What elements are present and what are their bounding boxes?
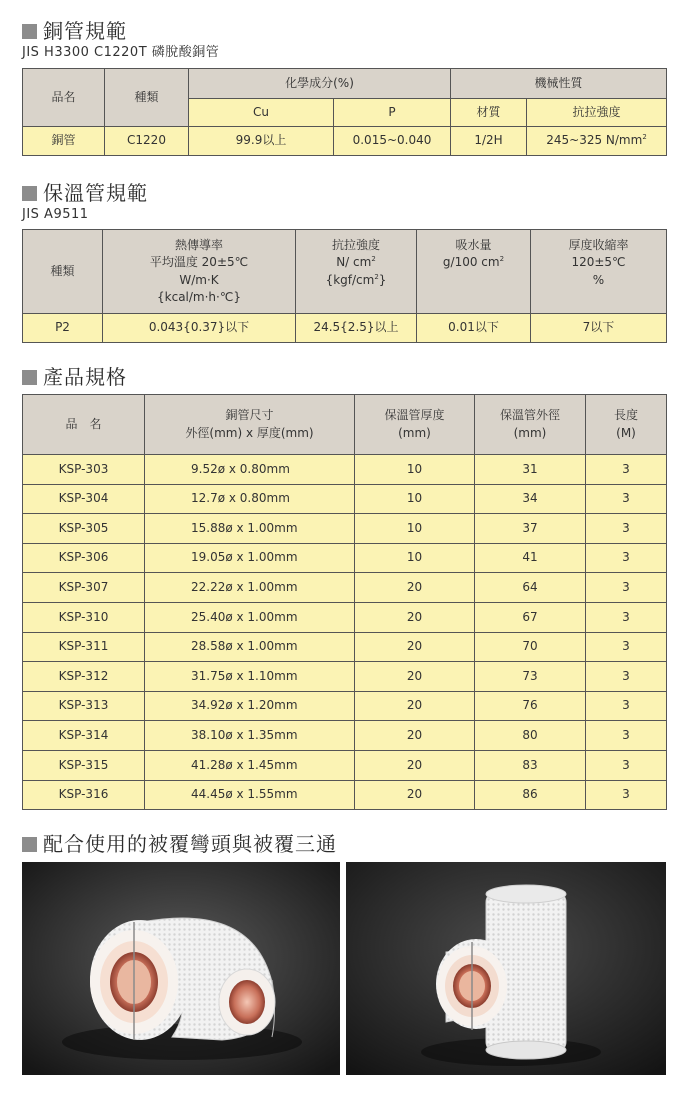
cell-length: 3 (586, 632, 667, 662)
cell-outer-diameter: 34 (475, 484, 586, 514)
cell-outer-diameter: 73 (475, 662, 586, 692)
thermal-line-2: 平均溫度 20±5℃ (149, 255, 249, 270)
cell-length: 3 (586, 543, 667, 573)
cell-model: KSP-306 (23, 543, 145, 573)
col-header-name: 品 名 (23, 395, 145, 455)
shrink-line-3: % (592, 272, 605, 287)
table-row (23, 780, 667, 810)
cell-outer-diameter: 37 (475, 514, 586, 544)
fittings-title-text: 配合使用的被覆彎頭與被覆三通 (43, 832, 337, 856)
insulation-spec-title (22, 183, 148, 203)
thickness-line-1: 保溫管厚度 (384, 408, 445, 423)
col-header-water (417, 230, 531, 314)
cell-pipe-size: 15.88ø x 1.00mm (145, 514, 355, 544)
table-row (23, 691, 667, 721)
cell-length: 3 (586, 573, 667, 603)
cell-length: 3 (586, 455, 667, 485)
cell-outer-diameter: 64 (475, 573, 586, 603)
col-header-length (586, 395, 667, 455)
cell-model: KSP-313 (23, 691, 145, 721)
insulation-spec-subtitle: JIS A9511 (22, 207, 89, 222)
cell-pipe-size: 19.05ø x 1.00mm (145, 543, 355, 573)
col-header-shrinkage (531, 230, 667, 314)
cell-outer-diameter: 70 (475, 632, 586, 662)
cell-thickness: 20 (355, 691, 475, 721)
cell-outer-diameter: 86 (475, 780, 586, 810)
copper-spec-table (22, 68, 667, 156)
cell-thickness: 10 (355, 514, 475, 544)
tensile-line-2-text: N/ cm (336, 255, 372, 270)
col-header-pipe-size (145, 395, 355, 455)
cell-pipe-size: 38.10ø x 1.35mm (145, 721, 355, 751)
table-row (23, 314, 667, 343)
cell-thickness: 20 (355, 780, 475, 810)
table-row (23, 455, 667, 485)
tensile-line-1: 抗拉強度 (331, 237, 380, 252)
copper-spec-title-text: 銅管規範 (43, 19, 127, 43)
cell-shrinkage: 7以下 (531, 314, 667, 343)
cell-tensile (527, 127, 667, 156)
col-header-p: P (334, 99, 451, 127)
length-line-2: (M) (616, 425, 636, 440)
tensile-line-3-text: {kgf/cm (325, 272, 375, 287)
cell-model: KSP-316 (23, 780, 145, 810)
cell-outer-diameter: 67 (475, 602, 586, 632)
tensile-line-3 (296, 272, 416, 289)
cell-length: 3 (586, 602, 667, 632)
insulation-spec-table (22, 229, 667, 343)
section-square-icon (22, 370, 37, 385)
col-header-type: 種類 (23, 230, 103, 314)
col-header-tensile (296, 230, 417, 314)
copper-spec-subtitle: JIS H3300 C1220T 磷脫酸銅管 (22, 45, 220, 60)
cell-thermal: 0.043{0.37}以下 (103, 314, 296, 343)
cell-type: C1220 (105, 127, 189, 156)
cell-model: KSP-305 (23, 514, 145, 544)
cell-cu: 99.9以上 (189, 127, 334, 156)
table-row (23, 514, 667, 544)
pipe-size-line-2: 外徑(mm) x 厚度(mm) (185, 425, 314, 440)
cell-thickness: 10 (355, 484, 475, 514)
table-row (23, 750, 667, 780)
cell-length: 3 (586, 662, 667, 692)
cell-thickness: 20 (355, 602, 475, 632)
col-header-outer-diameter (475, 395, 586, 455)
col-header-chemical: 化學成分(%) (189, 69, 451, 99)
cell-pipe-size: 12.7ø x 0.80mm (145, 484, 355, 514)
table-row (23, 662, 667, 692)
cell-water: 0.01以下 (417, 314, 531, 343)
shrink-line-2: 120±5℃ (571, 255, 626, 270)
cell-thickness: 20 (355, 662, 475, 692)
water-line-2 (417, 254, 530, 271)
cell-thickness: 20 (355, 573, 475, 603)
thermal-line-4: {kcal/m·h·℃} (157, 289, 241, 304)
cell-name: 銅管 (23, 127, 105, 156)
cell-pipe-size: 41.28ø x 1.45mm (145, 750, 355, 780)
cell-outer-diameter: 83 (475, 750, 586, 780)
cell-model: KSP-312 (23, 662, 145, 692)
cell-tensile-sup: 2 (642, 133, 647, 142)
product-spec-table (22, 394, 667, 810)
thickness-line-2: (mm) (398, 425, 431, 440)
product-spec-title-text: 產品規格 (43, 365, 127, 389)
elbow-fitting-photo (22, 862, 340, 1075)
cell-pipe-size: 28.58ø x 1.00mm (145, 632, 355, 662)
cell-outer-diameter: 31 (475, 455, 586, 485)
col-header-thickness (355, 395, 475, 455)
table-row (23, 127, 667, 156)
section-square-icon (22, 24, 37, 39)
cell-pipe-size: 34.92ø x 1.20mm (145, 691, 355, 721)
cell-model: KSP-304 (23, 484, 145, 514)
cell-pipe-size: 44.45ø x 1.55mm (145, 780, 355, 810)
insulation-spec-title-text: 保溫管規範 (43, 181, 148, 205)
pipe-size-line-1: 銅管尺寸 (225, 408, 274, 423)
cell-thickness: 20 (355, 721, 475, 751)
cell-length: 3 (586, 780, 667, 810)
cell-length: 3 (586, 691, 667, 721)
table-row (23, 602, 667, 632)
col-header-thermal (103, 230, 296, 314)
od-line-1: 保溫管外徑 (499, 408, 560, 423)
cell-tensile-value: 245~325 N/mm (546, 133, 643, 148)
cell-outer-diameter: 80 (475, 721, 586, 751)
cell-pipe-size: 9.52ø x 0.80mm (145, 455, 355, 485)
cell-thickness: 10 (355, 543, 475, 573)
cell-outer-diameter: 41 (475, 543, 586, 573)
cell-model: KSP-310 (23, 602, 145, 632)
cell-model: KSP-303 (23, 455, 145, 485)
col-header-tensile: 抗拉強度 (527, 99, 667, 127)
cell-thickness: 20 (355, 632, 475, 662)
cell-length: 3 (586, 484, 667, 514)
cell-model: KSP-307 (23, 573, 145, 603)
cell-model: KSP-314 (23, 721, 145, 751)
product-spec-title (22, 367, 127, 387)
table-row (23, 721, 667, 751)
fittings-title (22, 834, 337, 854)
cell-model: KSP-311 (23, 632, 145, 662)
water-line-2-text: g/100 cm (442, 255, 500, 270)
shrink-line-1: 厚度收縮率 (568, 237, 629, 252)
col-header-temper: 材質 (451, 99, 527, 127)
cell-pipe-size: 22.22ø x 1.00mm (145, 573, 355, 603)
col-header-cu: Cu (189, 99, 334, 127)
cell-thickness: 20 (355, 750, 475, 780)
cell-outer-diameter: 76 (475, 691, 586, 721)
col-header-type: 種類 (105, 69, 189, 127)
table-row (23, 632, 667, 662)
col-header-name: 品名 (23, 69, 105, 127)
od-line-2: (mm) (513, 425, 547, 440)
thermal-line-3: W/m·K (179, 272, 219, 287)
cell-thickness: 10 (355, 455, 475, 485)
tensile-line-3-end: } (378, 272, 387, 287)
water-line-1: 吸水量 (455, 237, 492, 252)
copper-spec-title (22, 21, 127, 41)
table-row (23, 543, 667, 573)
section-square-icon (22, 186, 37, 201)
table-row (23, 573, 667, 603)
tensile-line-3-sup: 2 (374, 272, 379, 281)
length-line-1: 長度 (613, 408, 638, 423)
cell-p: 0.015~0.040 (334, 127, 451, 156)
cell-length: 3 (586, 514, 667, 544)
col-header-mechanical: 機械性質 (451, 69, 667, 99)
cell-temper: 1/2H (451, 127, 527, 156)
cell-pipe-size: 25.40ø x 1.00mm (145, 602, 355, 632)
cell-type: P2 (23, 314, 103, 343)
cell-model: KSP-315 (23, 750, 145, 780)
thermal-line-1: 熱傳導率 (174, 237, 223, 252)
water-line-2-sup: 2 (499, 255, 505, 264)
cell-length: 3 (586, 721, 667, 751)
table-row (23, 484, 667, 514)
cell-length: 3 (586, 750, 667, 780)
cell-pipe-size: 31.75ø x 1.10mm (145, 662, 355, 692)
section-square-icon (22, 837, 37, 852)
cell-tensile: 24.5{2.5}以上 (296, 314, 417, 343)
tee-fitting-photo (346, 862, 666, 1075)
tensile-line-2 (296, 254, 416, 271)
tensile-line-2-sup: 2 (371, 255, 376, 264)
